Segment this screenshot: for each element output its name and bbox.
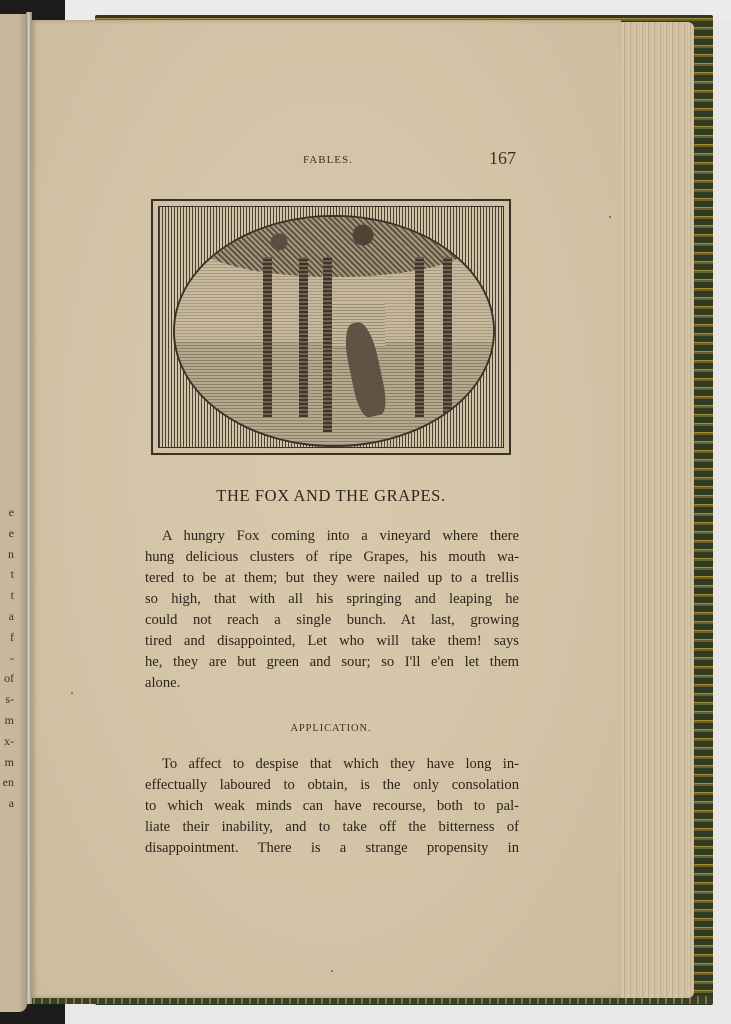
margin-letter: e [8, 505, 14, 519]
text-line: alone. [145, 675, 181, 691]
running-head: FABLES. [303, 154, 353, 166]
text-line: disappointment. There is a strange propensity in [145, 840, 519, 856]
text-line: tired and disappointed, Let who will take them! says [145, 633, 519, 649]
margin-letter: f [10, 629, 14, 644]
margin-letter: a [8, 608, 14, 623]
margin-letter: a [8, 796, 14, 811]
margin-letter: t [10, 567, 14, 582]
margin-letter: m [4, 754, 14, 769]
margin-letter: of [4, 671, 14, 686]
text-line: could not reach a single bunch. At last, growing [145, 612, 519, 628]
text-line: tered to be at them; but they were nailed up to a trellis [145, 570, 519, 586]
fable-title: THE FOX AND THE GRAPES. [216, 486, 446, 505]
paper-foxing-spot [609, 216, 611, 218]
text-line: hung delicious clusters of ripe Grapes, his mouth wa- [145, 549, 519, 565]
page-number: 167 [489, 148, 516, 168]
trellis-post [415, 257, 424, 417]
left-page-margin-text [0, 502, 14, 814]
oval-vignette [173, 215, 495, 447]
margin-letter: - [10, 650, 14, 665]
text-line: To affect to despise that which they have long in- [162, 756, 519, 772]
trellis-post [323, 257, 332, 432]
trellis-post [263, 257, 272, 417]
right-page [31, 20, 621, 998]
application-text [145, 754, 519, 859]
paper-foxing-spot [71, 692, 73, 694]
text-line: to which weak minds can have recourse, both to pal- [145, 798, 519, 814]
left-page-edge [0, 14, 27, 1012]
text-line: liate their inability, and to take off the bitterness of [145, 819, 519, 835]
paper-foxing-spot [331, 970, 333, 972]
text-line: A hungry Fox coming into a vineyard where there [162, 528, 519, 544]
application-heading: APPLICATION. [290, 723, 372, 734]
text-line: he, they are but green and sour; so I'll e'en let them [145, 654, 519, 670]
margin-letter: e [8, 525, 14, 540]
trellis-post [443, 257, 452, 417]
text-line: so high, that with all his springing and leaping he [145, 591, 519, 607]
text-line: effectually laboured to obtain, is the only consolation [145, 777, 519, 793]
illustration-hatched-frame [158, 206, 504, 448]
page-stack-fore-edge [610, 22, 694, 998]
margin-letter: t [10, 588, 14, 603]
margin-letter: en [2, 775, 14, 790]
margin-letter: s- [5, 692, 14, 707]
margin-letter: n [8, 546, 14, 561]
margin-letter: x- [4, 733, 14, 748]
trellis-post [299, 257, 308, 417]
woodcut-illustration [151, 199, 511, 455]
margin-letter: m [4, 712, 14, 727]
fable-text [145, 526, 519, 694]
